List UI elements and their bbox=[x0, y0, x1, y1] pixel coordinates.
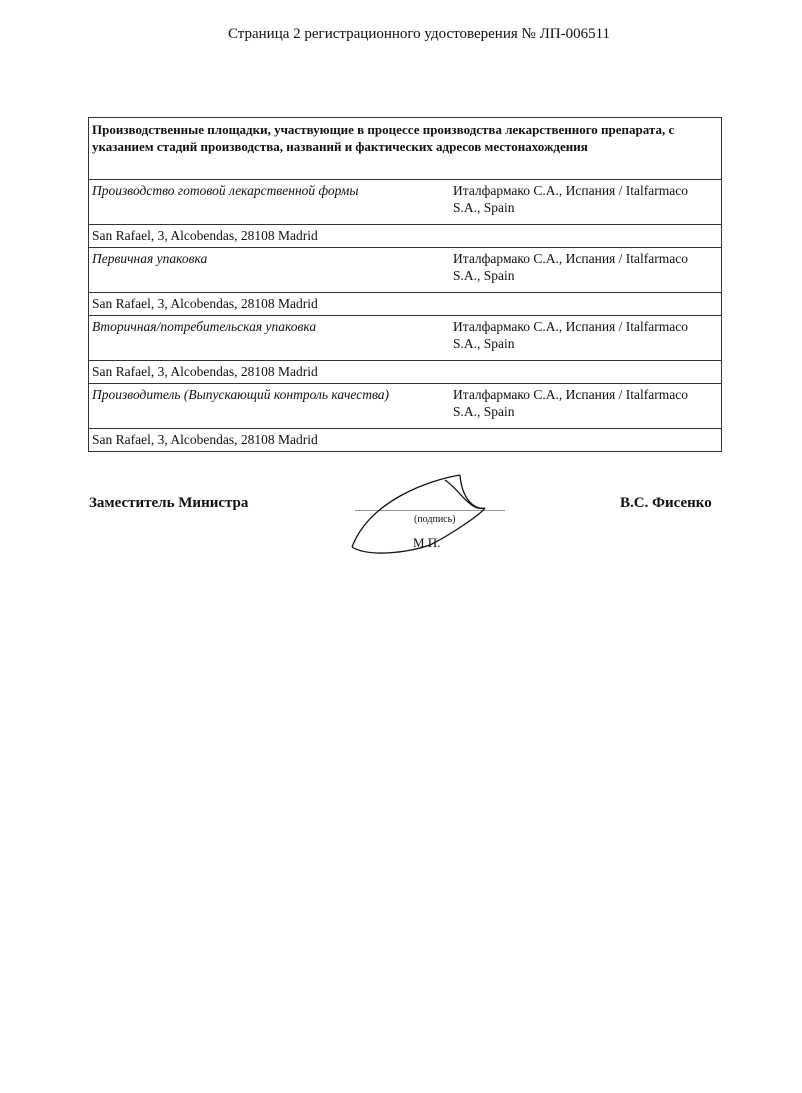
manufacturer-cell: Италфармако С.А., Испания / Italfarmaco S.A., Spain bbox=[450, 180, 722, 225]
table-row bbox=[89, 248, 722, 293]
table-row bbox=[89, 429, 722, 452]
stamp-placeholder: М.П. bbox=[413, 535, 441, 550]
stage-cell: Первичная упаковка bbox=[89, 248, 451, 293]
address-cell: San Rafael, 3, Alcobendas, 28108 Madrid bbox=[89, 361, 722, 384]
production-sites-table bbox=[88, 117, 722, 452]
manufacturer-cell: Италфармако С.А., Испания / Italfarmaco S.A., Spain bbox=[450, 248, 722, 293]
stage-cell: Производство готовой лекарственной формы bbox=[89, 180, 451, 225]
table-row bbox=[89, 384, 722, 429]
address-cell: San Rafael, 3, Alcobendas, 28108 Madrid bbox=[89, 225, 722, 248]
table-header: Производственные площадки, участвующие в процессе производства лекарственного препарата, с указанием стадий производства, названий и фактических адресов местонахождения bbox=[89, 118, 722, 180]
stage-cell: Вторичная/потребительская упаковка bbox=[89, 316, 451, 361]
signatory-name: В.С. Фисенко bbox=[620, 495, 712, 511]
table-row bbox=[89, 180, 722, 225]
address-cell: San Rafael, 3, Alcobendas, 28108 Madrid bbox=[89, 293, 722, 316]
manufacturer-cell: Италфармако С.А., Испания / Italfarmaco S.A., Spain bbox=[450, 316, 722, 361]
table-row bbox=[89, 225, 722, 248]
stage-cell: Производитель (Выпускающий контроль качества) bbox=[89, 384, 451, 429]
table-row bbox=[89, 361, 722, 384]
manufacturer-cell: Италфармако С.А., Испания / Italfarmaco S.A., Spain bbox=[450, 384, 722, 429]
page-title: Страница 2 регистрационного удостоверения № ЛП-006511 bbox=[227, 26, 611, 42]
table-row bbox=[89, 316, 722, 361]
signatory-role: Заместитель Министра bbox=[89, 495, 249, 511]
address-cell: San Rafael, 3, Alcobendas, 28108 Madrid bbox=[89, 429, 722, 452]
table-row bbox=[89, 293, 722, 316]
signature-caption: (подпись) bbox=[414, 514, 456, 525]
